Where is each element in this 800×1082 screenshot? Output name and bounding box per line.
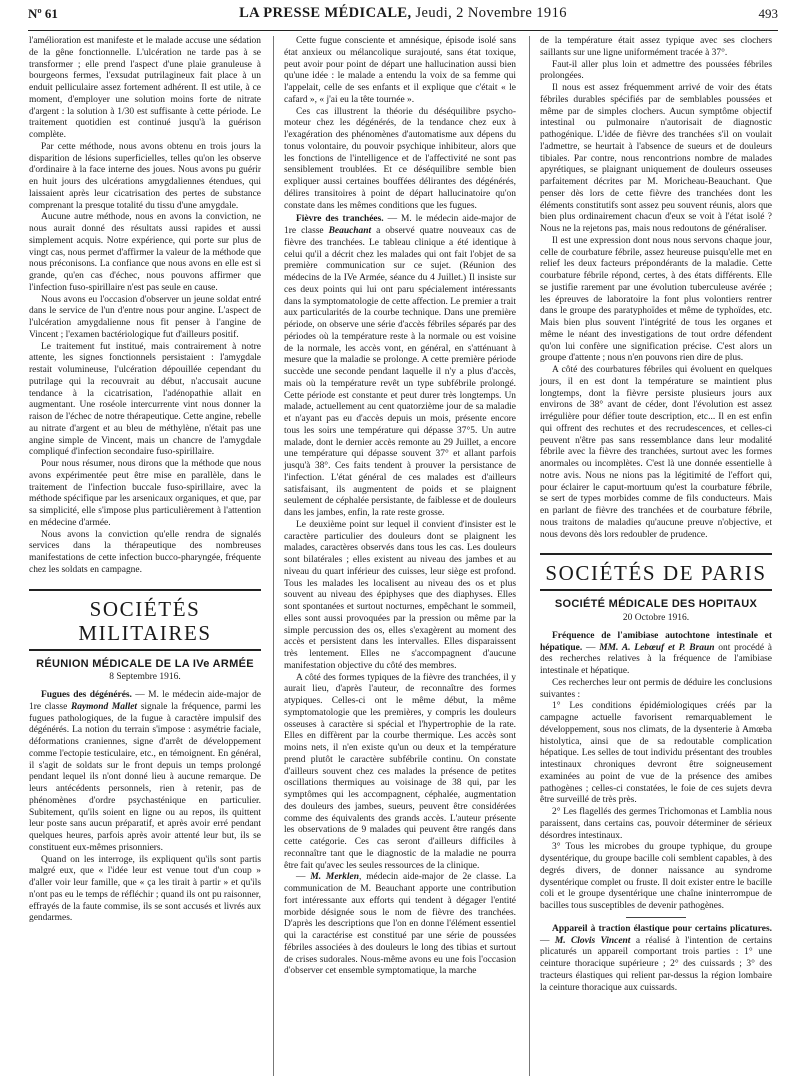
list-item: 2° Les flagellés des germes Trichomonas et Lamblia nous paraissent, dans certains cas, pouvoir déterminer de sérieux désordres intestinaux. <box>540 807 772 841</box>
meeting-date: 8 Septembre 1916. <box>109 672 181 683</box>
article-text: , médecin aide-major de 2e classe. La communication de M. Beauchant apporte une contribution fort intéressante aux efforts qui tendent à dégager l'entité morbide désignée sous le nom de fièvre des tranchées. D'après les descriptions que l'on en donne l'élément essentiel qui la caractérise est constitué par une série de poussées fébriles associées à des douleurs le long des tibias et surtout de crises sudorales. Nous-même avons eu une fois l'occasion d'observer cet ensemble symptomatique, la marche <box>284 872 516 977</box>
author-name: M. Clovis Vincent <box>554 935 631 946</box>
column-left <box>29 36 261 925</box>
column-divider <box>529 36 530 1076</box>
page-number-left: Nº 61 <box>28 6 58 21</box>
paragraph: Pour nous résumer, nous dirons que la méthode que nous avons expérimentée peut être mise en parallèle, dans le traitement de l'infection buccale fuso-spirillaire, avec la méthode spécifique par les arsenicaux organiques, et que, par sa simplicité, elle s'impose plus particulièrement à l'attention en médecine d'armée. <box>29 459 261 528</box>
paragraph: Il est une expression dont nous nous servons chaque jour, celle de courbature fébrile, assez heureuse puisqu'elle met en relief les deux facteurs prépondérants de la maladie. Cette courbature fébrile répond, certes, à des états différents. Elle se justifie rarement par une évolution tuberculeuse avérée ; les épreuves de laboratoire la font plus volontiers rentrer dans le groupe des paratyphoïdes et même de typhoïdes, etc. Mais bien plus souvent l'intégrité de tous les organes et même le néant des investigations de tout ordre défendent qu'on lui confère une signification précise. C'est alors un groupe d'attente ; nous n'en pouvons rien dire de plus. <box>540 235 772 364</box>
article-text: a observé quatre nouveaux cas de fièvre des tranchées. Le tableau clinique a été identique à celui qu'il a décrit chez les malades qui ont fait l'objet de sa première communication sur ce sujet. (Réunion des médecins de la IVe Armée, séance du 4 Juillet.) Il insiste sur ces deux points qui lui ont paru spécialement intéressants dans la symptomatologie de cette affection. Le premier a trait aux particularités de la courbe technique. Dans une première période, on observe une série d'accès fébriles séparés par des périodes où la température reste à la normale ou est voisine de la normale, les accès vont, en général, en s'atténuant à mesure que la maladie se prolonge. A cette première période succède une seconde pendant laquelle il n'y a plus d'accès, mais où la température revêt un type subfébrile prolongé. Cette période est constante et peut durer très longtemps. Un malade, actuellement au cent quatorzième jour de sa maladie et n'ayant pas eu d'accès depuis un mois, présente encore tous les soirs une température qui dépasse 37°5. Un autre malade, dont le dernier accès remonte au 29 Juillet, a encore une température qui dépasse souvent 37° et allant parfois jusqu'à 38°. Ces faits tendent à prouver la persistance de l'infection. L'état général de ces malades est d'ailleurs satisfaisant, ils augmentent de poids et se plaignent seulement de céphalée persistante, de faiblesse et de douleurs dans les jambes, enfin, la rate reste grosse. <box>284 226 517 518</box>
author-name: MM. A. Lebœuf et P. Braun <box>599 642 715 653</box>
running-head <box>28 5 778 22</box>
journal-title: LA PRESSE MÉDICALE, <box>239 5 412 21</box>
article-heading: Fièvre des tranchées. <box>296 214 384 225</box>
header-rule <box>28 30 778 31</box>
author-name: Beauchant <box>328 226 372 236</box>
article-heading: Fréquence de l'amibiase autochtone intestinale et hépatique. <box>540 630 772 653</box>
column-middle <box>284 36 516 978</box>
author-name: Raymond Mallet <box>70 701 138 712</box>
article-merklen: — M. Merklen, médecin aide-major de 2e classe. La communication de M. Beauchant apporte une contribution fort intéressante aux efforts qui tendent à dégager l'entité morbide désignée sous le nom de fièvre des tranchées. D'après les descriptions que l'on en donne l'élément essentiel qui la caractérise est constitué par une série de poussées fébriles associées à des douleurs le long des tibias et surtout de crises sudorales. Nous-même avons eu une fois l'occasion d'observer cet ensemble symptomatique, la marche <box>284 872 516 977</box>
paragraph: Aucune autre méthode, nous en avons la conviction, ne nous aurait donné des résultats aussi rapides et aussi simplement acquis. Notre expérience, qui porte sur plus de vingt cas, nous permet d'affirmer la valeur de la méthode que nous préconisons. La confiance que nous avons en elle est si grande, qu'en cas d'échec, nous pouvons affirmer que l'infection fuso-spirillaire n'est pas seule en cause. <box>29 212 261 293</box>
meeting-date: 20 Octobre 1916. <box>622 613 690 623</box>
paragraph: Quand on les interroge, ils expliquent qu'ils sont partis malgré eux, que « l'idée leur est venue tout d'un coup » d'aller voir leur famille, que « ça les tirait à partir » et qu'ils n'ont pas eu le temps de réfléchir ; quand ils ont pu raisonner, effrayés de la faute commise, ils se sont accusés et livrés aux gendarmes. <box>29 854 261 924</box>
article-heading: Appareil à traction élastique pour certains plicatures. <box>552 923 772 934</box>
separator-rule <box>626 917 686 918</box>
paragraph: Ces recherches leur ont permis de déduire les conclusions suivantes : <box>540 677 772 700</box>
page-number-right: 493 <box>758 6 778 21</box>
issue-date: Jeudi, 2 Novembre 1916 <box>415 5 567 21</box>
list-item: 3° Tous les microbes du groupe typhique, du groupe dysentérique, du groupe bacille coli semblent capables, à des degrés divers, de donner naissance au syndrome dysentérique complet ou fruste. Il doit exister entre le bacille coli et le groupe dysentérique une chaîne ininterrompue de bacilles tous susceptibles de devenir pathogènes. <box>540 842 772 911</box>
column-divider <box>273 36 274 1076</box>
meeting-title: RÉUNION MÉDICALE DE LA IVe ARMÉE <box>36 657 254 670</box>
page-header <box>28 4 778 28</box>
article-fugues <box>29 690 261 855</box>
list-item: 1° Les conditions épidémiologiques créés par la campagne actuelle favorisent remarquablement le développement, sous nos climats, de la dysenterie à Amœba histolytica, ainsi que de sa redoutable complication hépatique. Les selles de tout individu présentant des troubles intestinaux chroniques devront être soigneusement examinées au point de vue de la présence des amibes pathogènes ; celles-ci constatées, le foie de ces sujets devra être surveillé de très près. <box>540 701 772 806</box>
paragraph: A côté des formes typiques de la fièvre des tranchées, il y aurait lieu, d'après l'auteur, de reconnaître des formes atypiques. Celles-ci ont le même début, la même symptomatologie que les premières, y compris les douleurs osseuses à caractère si spécial et l'hypertrophie de la rate. Elles en diffèrent par la courbe thermique. Les accès sont moins nets, il n'en existe qu'un ou deux et la température prend plutôt le caractère subfébrile continu. On constate d'ailleurs souvent chez ces malades la présence de petites oscillations thermiques au voisinage de 38 qui, par les symptômes qui les accompagnent, céphalée, augmentation des douleurs des jambes, sueurs, peuvent être considérées comme des équivalents des grands accès. L'auteur présente les observations de 9 malades qui peuvent être rangés dans cette catégorie. Ces cas seront d'ailleurs difficiles à reconnaître tant que le diagnostic de la maladie ne pourra être fait qu'avec les seules ressources de la clinique. <box>284 672 516 871</box>
paragraph: Il nous est assez fréquemment arrivé de voir des états fébriles durables spécifiés par de semblables poussées et même par de simples clochers. Aucun symptôme objectif intestinal ou pulmonaire n'autorisait de diagnostic pathogénique. L'idée de fièvre des tranchées s'il on voulait l'admettre, se heurtait à l'absence de sueurs et de douleurs tibiales. Par contre, nous rencontrions nombre de malades apyrétiques, se plaignant uniquement de douleurs osseuses parfaitement décrites par M. Moricheau-Beauchant. Que penser dès lors de cette fièvre des tranchées dont les éléments constitutifs sont assez peu souvent réunis, alors que bien plus ordinairement chacun d'eux se voit à l'état isolé ? Nous ne la rejetons pas, mais nous redoutons de généraliser. <box>540 83 772 234</box>
article-text: signale la fréquence, parmi les fugues pathologiques, de la fugue à caractère impulsif des dégénérés. La notion du terrain s'impose : asymétrie faciale, déformations craniennes, signe d'arrêt de développement comme l'ectopie testiculaire, etc., en témoignent. En général, il s'agit de soldats sur le front depuis un temps prolongé pendant lequel ils n'ont donné lieu à aucune remarque. De leurs antécédents personnels, rien à retenir, pas de phénomènes d'ordre psychasténique en particulier. Subitement, qu'ils soient en ligne ou au repos, ils quittent leur poste sans aucun préparatif, et après avoir erré pendant quelques heures, parfois après avoir attenté leur but, ils se constituent eux-mêmes prisonniers. <box>29 701 261 853</box>
paragraph: Par cette méthode, nous avons obtenu en trois jours la disparition de lésions superficielles, telles qu'on les observe d'ordinaire à la face interne des joues. Nous avons pu guérir en huit jours des ulcérations amygdaliennes étendues, qui laissaient après leur cicatrisation des pertes de substance comprenant la presque totalité du tissu d'une amygdale. <box>29 141 261 211</box>
paragraph: Le deuxième point sur lequel il convient d'insister est le caractère particulier des douleurs dont se plaignent les malades, caractères observés dans tous les cas. Les douleurs sont bilatérales ; elles existent au niveau des jambes et au niveau du quart inférieur des cuisses, leur siège est profond. Tous les malades les localisent au niveau des os et plus souvent au niveau des épiphyses que des diaphyses. Elles sont spontanées et surtout nocturnes, empêchant le sommeil, elles sont aussi provoquées par la pression ou même par la simple percussion des os, elles s'exagèrent au moment des accès et persistent dans les intervalles. Elles disparaissent très lentement. Elles ne s'accompagnent d'aucune manifestation objective du côté des membres. <box>284 519 516 671</box>
paragraph: Le traitement fut institué, mais contrairement à notre attente, les signes fonctionnels persistaient : l'amygdale restait volumineuse, l'ulcération dépouillée cependant du putrilage qui la recouvrait au début, n'accusait aucune tendance à la cicatrisation, l'adénopathie allait en augmentant. Une roséole intercurrente vint nous donner la raison de l'échec de notre thérapeutique. Cette angine, rebelle au nitrate d'argent et au bleu de méthylène, n'était pas une angine simple de Vincent, mais un chancre de l'amygdale compliqué d'infection secondaire fuso-spirillaire. <box>29 341 261 458</box>
article-text: — M. le médecin aide-major de 1re classe <box>29 690 261 712</box>
article-text: a réalisé à l'intention de certains plicaturés un appareil comportant trois parties : 1° une ceinture thoracique supérieure ; 2° des cuissards ; 3° des tracteurs élastiques qui relient par-dessus la région lombaire la ceinture thoracique aux cuissards. <box>540 935 772 993</box>
article-text: — M. le médecin aide-major de 1re classe <box>284 214 517 236</box>
article-appareil: Appareil à traction élastique pour certains plicatures. — M. Clovis Vincent a réalisé à l'intention de certains plicaturés un appareil comportant trois parties : 1° une ceinture thoracique supérieure ; 2° des cuissards ; 3° des tracteurs élastiques qui relient par-dessus la région lombaire la ceinture thoracique aux cuissards. <box>540 923 772 993</box>
article-amibiase: Fréquence de l'amibiase autochtone intestinale et hépatique. — MM. A. Lebœuf et P. Braun ont procédé à des recherches relatives à la fréquence de l'amibiase intestinale et hépatique. <box>540 630 772 676</box>
section-title-societes-militaires: SOCIÉTÉS MILITAIRES <box>29 589 261 651</box>
paragraph: A côté des courbatures fébriles qui évoluent en quelques jours, il en est dont la température se maintient plus longtemps, dont la fièvre persiste plusieurs jours aux environs de 38° avant de céder, dont l'évolution est assez irrégulière pour défier toute description, etc... Il en est enfin qui offrent des rechutes et des recrudescences, et celles-ci peuvent n'être pas sans ressemblance dans leur modalité fébrile avec la fièvre des tranchées, surtout avec les formes anormales ou incomplètes. C'est là une donnée essentielle à notre avis. Nous ne nions pas la légitimité de l'effort qui, pour éclairer le caput-mortuum qu'est la courbature fébrile, se sert de types morbides comme de fils conducteurs. Mais en parlant de fièvre des tranchées et de courbature fébrile, nous traitons de maladies qu'aucune preuve n'objective, et nous devons dès lors redoubler de prudence. <box>540 365 772 540</box>
article-heading: Fugues des dégénérés. <box>41 690 132 700</box>
paragraph: Nous avons eu l'occasion d'observer un jeune soldat entré dans le service de l'un d'entre nous pour angine. L'aspect de l'ulcération amygdalienne nous fit penser à l'angine de Vincent ; l'examen bactériologique fut d'ailleurs positif. <box>29 294 261 340</box>
article-fievre <box>284 214 516 520</box>
column-right <box>540 36 772 994</box>
paragraph: Faut-il aller plus loin et admettre des poussées fébriles prolongées. <box>540 59 772 82</box>
section-title-societes-de-paris: SOCIÉTÉS DE PARIS <box>540 553 772 591</box>
paragraph: l'amélioration est manifeste et le malade accuse une sédation de la gêne fonctionnelle. L'ulcération ne tarde pas à se transformer ; elle prend l'aspect d'une plaie granuleuse à bourgeons fermes, l'exsudat putrilagineux fait place à un enduit pelliculaire assez fortement adhérent. Il est utile, à ce moment, d'employer une solution moins forte de nitrate d'argent : la solution à 1/30 est suffisante à cette période. Le traitement quotidien est continué jusqu'à la guérison complète. <box>29 36 261 140</box>
paragraph: Nous avons la conviction qu'elle rendra de signalés services dans la thérapeutique des nombreuses manifestations de cette infection bucco-pharyngée, fréquente chez les soldats en campagne. <box>29 529 261 575</box>
society-title: SOCIÉTÉ MÉDICALE DES HOPITAUX <box>554 598 758 611</box>
article-text: ont procédé à des recherches relatives à la fréquence de l'amibiase intestinale et hépatique. <box>540 642 772 676</box>
paragraph: Ces cas illustrent la théorie du déséquilibre psycho-moteur chez les dégénérés, de la tendance chez eux à l'exagération des phénomènes d'automatisme aux dépens du tonus volontaire, du pouvoir psychique inhibiteur, alors que les fonctions de l'intelligence et de l'affectivité ne sont pas sensiblement troublées. Et ce déséquilibre semble bien expliquer aussi certaines bouffées délirantes des dégénérés, délires transitoires à point de départ hallucinatoire qu'on constate dans les mêmes conditions que les fugues. <box>284 106 516 211</box>
paragraph: Cette fugue consciente et amnésique, épisode isolé sans état anxieux ou mélancolique surajouté, sans état toxique, peut avoir pour point de départ une hallucination aussi bien qu'une idée : le malade a entendu la voix de sa femme qui l'appelait, celle de ses enfants et il explique que c'était « le cafard », « j'ai eu la tête tournée ». <box>284 36 516 105</box>
author-name: M. Merklen <box>310 872 359 883</box>
paragraph: de la température était assez typique avec ses clochers saillants sur une ligne uniformément tracée à 37°. <box>540 36 772 58</box>
